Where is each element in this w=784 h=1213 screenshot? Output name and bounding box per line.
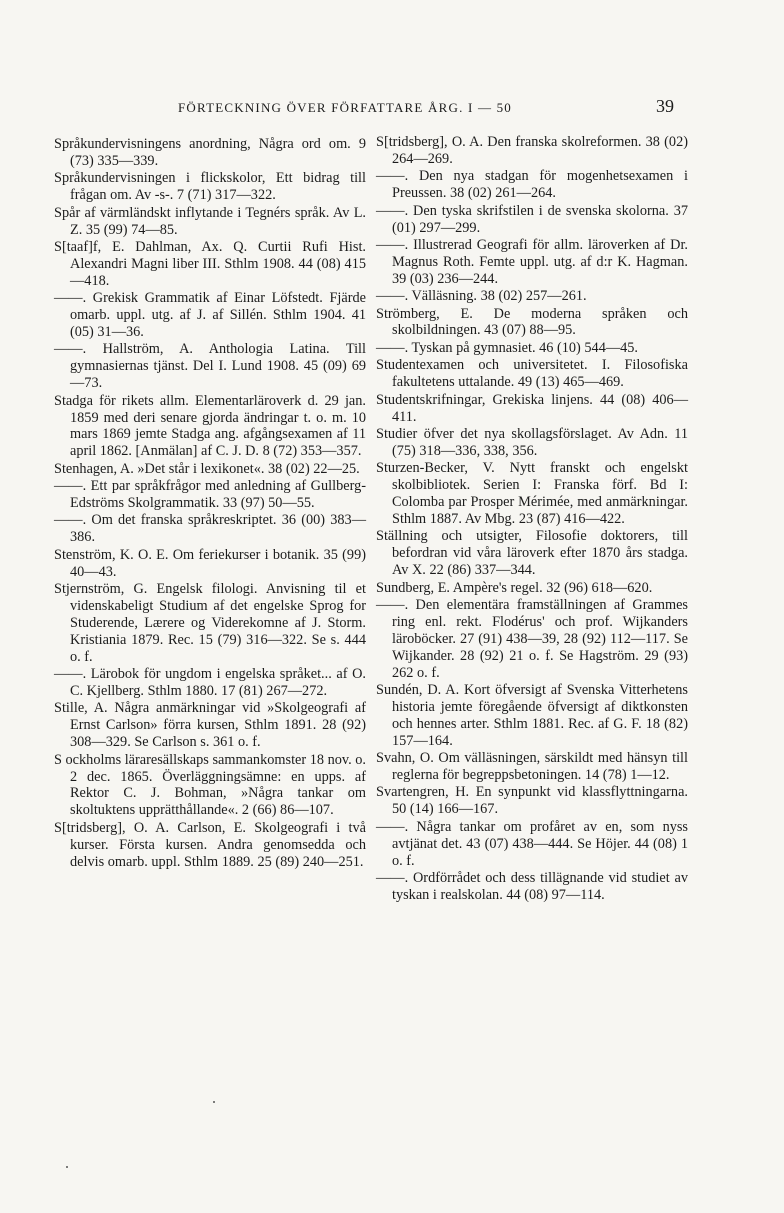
index-entry: Språkundervisningen i flickskolor, Ett bidrag till frågan om. Av -s-. 7 (71) 317—322. (54, 170, 366, 204)
index-entry: Språkundervisningens anordning, Några ord om. 9 (73) 335—339. (54, 136, 366, 169)
index-entry: ——. Den nya stadgan för mogenhetsexamen i Preussen. 38 (02) 261—264. (376, 168, 688, 202)
index-entry: Sundén, D. A. Kort öfversigt af Svenska Vitterhetens historia jemte föregående öfversigt af diktkonsten och hennes arter. Sthlm 1881. Rec. af G. F. 18 (82) 157—164. (376, 682, 688, 749)
index-entry: Svartengren, H. En synpunkt vid klassflyttningarna. 50 (14) 166—167. (376, 784, 688, 818)
index-entry: S ockholms läraresällskaps sammankomster 18 nov. o. 2 dec. 1865. Överläggningsämne: en upps. af Rektor C. J. Bohman, »Några tankar om skoltuktens upprätthållande«. 2 (66) 86—107. (54, 751, 366, 819)
index-entry: Studier öfver det nya skollagsförslaget. Av Adn. 11 (75) 318—336, 338, 356. (376, 425, 688, 459)
index-entry: ——. Grekisk Grammatik af Einar Löfstedt. Fjärde omarb. uppl. utg. af J. af Sillén. Sthlm 1904. 41 (05) 31—36. (54, 290, 366, 340)
index-entry: ——. Ordförrådet och dess tillägnande vid studiet av tyskan i realskolan. 44 (08) 97—114. (376, 869, 688, 903)
index-entry: S[taaf]f, E. Dahlman, Ax. Q. Curtii Rufi Hist. Alexandri Magni liber III. Sthlm 1908. 44 (08) 415—418. (54, 238, 366, 289)
index-entry: Svahn, O. Om välläsningen, särskildt med hänsyn till reglerna för begreppsbetoningen. 14 (78) 1—12. (376, 750, 688, 784)
ink-speck (213, 1101, 215, 1103)
index-entry: Studentexamen och universitetet. I. Filosofiska fakultetens uttalande. 49 (13) 465—469. (376, 357, 688, 391)
left-column (54, 136, 366, 871)
index-entry: S[tridsberg], O. A. Den franska skolreformen. 38 (02) 264—269. (376, 134, 688, 167)
index-entry: S[tridsberg], O. A. Carlson, E. Skolgeografi i två kurser. Första kursen. Andra genomsedda och delvis omarb. uppl. Sthlm 1889. 25 (89) 240—251. (54, 819, 366, 870)
page-number: 39 (656, 96, 674, 116)
index-entry: Studentskrifningar, Grekiska linjens. 44 (08) 406—411. (376, 391, 688, 425)
page-header (168, 98, 688, 120)
index-entry: ——. Lärobok för ungdom i engelska språket... af O. C. Kjellberg. Sthlm 1880. 17 (81) 267—272. (54, 666, 366, 699)
index-entry: ——. Den tyska skrifstilen i de svenska skolorna. 37 (01) 297—299. (376, 202, 688, 236)
index-entry: Sturzen-Becker, V. Nytt franskt och engelskt skolbibliotek. Serien I: Franska förf. Bd I: Colomba par Prosper Mérimée, med anmärkningar. Sthlm 1887. Av Mbg. 23 (87) 416—422. (376, 460, 688, 527)
index-entry: Stenström, K. O. E. Om feriekurser i botanik. 35 (99) 40—43. (54, 546, 366, 580)
index-entry: ——. Tyskan på gymnasiet. 46 (10) 544—45. (376, 339, 639, 356)
index-entry: Sundberg, E. Ampère's regel. 32 (96) 618—620. (376, 579, 653, 596)
running-title: FÖRTECKNING ÖVER FÖRFATTARE ÅRG. I — 50 (178, 100, 512, 115)
index-entry: Spår af värmländskt inflytande i Tegnérs språk. Av L. Z. 35 (99) 74—85. (54, 204, 366, 238)
index-entry: ——. Välläsning. 38 (02) 257—261. (376, 288, 587, 305)
index-entry: Strömberg, E. De moderna språken och skolbildningen. 43 (07) 88—95. (376, 305, 688, 339)
index-entry: ——. Ett par språkfrågor med anledning af Gullberg-Edströms Skolgrammatik. 33 (97) 50—55. (54, 478, 366, 512)
index-entry: ——. Om det franska språkreskriptet. 36 (00) 383—386. (54, 512, 366, 546)
index-entry: Ställning och utsigter, Filosofie doktorers, till befordran vid våra läroverk efter 1870 års stadga. Av X. 22 (86) 337—344. (376, 528, 688, 579)
right-column (376, 134, 688, 904)
index-entry: ——. Den elementära framställningen af Grammes ring enl. rekt. Flodérus' och prof. Wijkanders läroböcker. 27 (91) 438—39, 28 (92) 112—117. Se Wijkander. 28 (92) 21 o. f. Se Hagström. 29 (93) 262 o. f. (376, 596, 688, 681)
index-entry: ——. Illustrerad Geografi för allm. läroverken af Dr. Magnus Roth. Femte uppl. utg. af d:r K. Hagman. 39 (03) 236—244. (376, 236, 688, 287)
index-entry: ——. Hallström, A. Anthologia Latina. Till gymnasiernas tjänst. Del I. Lund 1908. 45 (09) 69—73. (54, 341, 366, 392)
index-entry: ——. Några tankar om profåret av en, som nyss avtjänat det. 43 (07) 438—444. Se Höjer. 44 (08) 1 o. f. (376, 818, 688, 869)
index-entry: Stenhagen, A. »Det står i lexikonet«. 38 (02) 22—25. (54, 460, 360, 477)
ink-speck (66, 1166, 68, 1168)
index-entry: Stjernström, G. Engelsk filologi. Anvisning til et videnskabeligt Studium af det engelske Sprog for Studerende, Lærere og Viderekomne af J. Storm. Kristiania 1879. Rec. 15 (79) 316—322. Se s. 444 o. f. (54, 581, 366, 665)
index-entry: Stadga för rikets allm. Elementarläroverk d. 29 jan. 1859 med deri senare gjorda ändringar t. o. m. 10 mars 1869 jemte Stadga ang. afgångsexamen af 11 april 1862. [Anmälan] af C. J. D. 8 (72) 353—357. (54, 392, 366, 460)
index-entry: Stille, A. Några anmärkningar vid »Skolgeografi af Ernst Carlson» förra kursen, Sthlm 1891. 28 (92) 308—329. Se Carlson s. 361 o. f. (54, 700, 366, 751)
